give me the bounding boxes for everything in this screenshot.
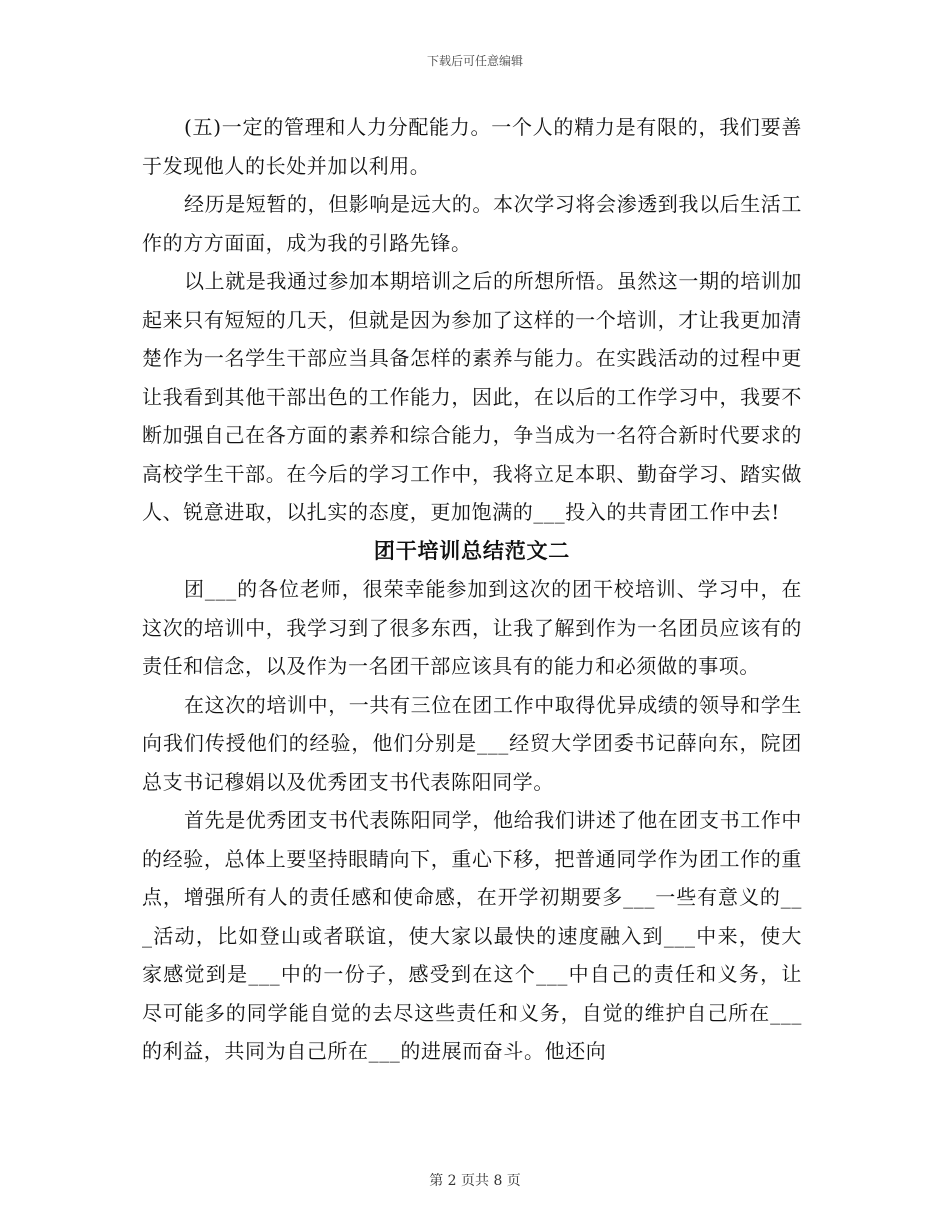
paragraph-speakers: 在这次的培训中，一共有三位在团工作中取得优异成绩的领导和学生向我们传授他们的经验，他们分别是___经贸大学团委书记薛向东，院团总支书记穆娟以及优秀团支书代表陈阳同学。 — [142, 692, 802, 794]
paragraph-branch-secretary-experience: 首先是优秀团支书代表陈阳同学，他给我们讲述了他在团支书工作中的经验，总体上要坚持眼睛向下，重心下移，把普通同学作为团工作的重点，增强所有人的责任感和使命感，在开学初期要多___一些有意义的___活动，比如登山或者联谊，使大家以最快的速度融入到___中来，使大家感觉到是___中的一份子，感受到在这个___中自己的责任和义务，让尽可能多的同学能自觉的去尽这些责任和义务，自觉的维护自己所在___的利益，共同为自己所在___的进展而奋斗。他还向 — [142, 808, 802, 1063]
page-number-footer: 第 2 页共 8 页 — [429, 1173, 521, 1189]
paragraph-greeting: 团___的各位老师，很荣幸能参加到这次的团干校培训、学习中，在这次的培训中，我学习到了很多东西，让我了解到作为一名团员应该有的责任和信念，以及作为一名团干部应该具有的能力和必须做的事项。 — [142, 577, 802, 678]
section-title: 团干培训总结范文二 — [373, 537, 571, 563]
page-header: 下载后可任意编辑 — [426, 54, 523, 68]
paragraph-experience-impact: 经历是短暂的，但影响是远大的。本次学习将会渗透到我以后生活工作的方方面面，成为我的引路先锋。 — [142, 192, 802, 255]
paragraph-training-conclusion: 以上就是我通过参加本期培训之后的所想所悟。虽然这一期的培训加起来只有短短的几天，但就是因为参加了这样的一个培训，才让我更加清楚作为一名学生干部应当具备怎样的素养与能力。在实践活动的过程中更让我看到其他干部出色的工作能力，因此，在以后的工作学习中，我要不断加强自己在各方面的素养和综合能力，争当成为一名符合新时代要求的高校学生干部。在今后的学习工作中，我将立足本职、勤奋学习、踏实做人、锐意进取，以扎实的态度，更加饱满的___投入的共青团工作中去! — [142, 269, 802, 524]
paragraph-management-ability: (五)一定的管理和人力分配能力。一个人的精力是有限的，我们要善于发现他人的长处并加以利用。 — [142, 115, 802, 178]
document-body — [142, 108, 802, 1071]
